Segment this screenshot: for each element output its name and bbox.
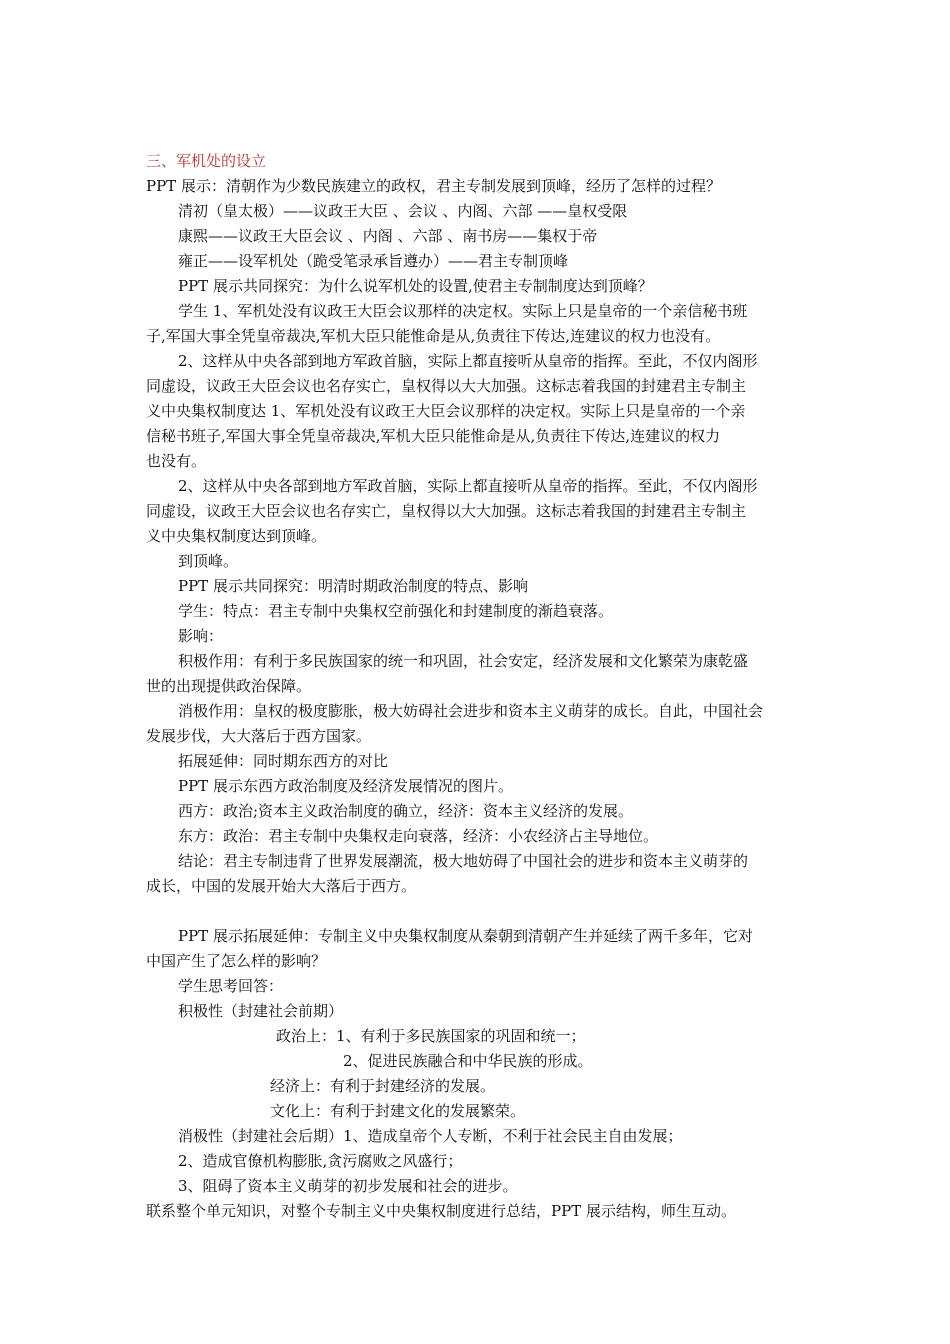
text-line: 联系整个单元知识，对整个专制主义中央集权制度进行总结，PPT 展示结构，师生互动。: [146, 1202, 736, 1220]
text-line: 西方：政治;资本主义政治制度的确立，经济：资本主义经济的发展。: [178, 802, 634, 820]
text-line: 信秘书班子,军国大事全凭皇帝裁决,军机大臣只能惟命是从,负责往下传达,连建议的权力: [146, 427, 721, 445]
text-line: 康熙——议政王大臣会议 、内阁 、六部 、南书房——集权于帝: [178, 227, 598, 245]
text-line: PPT 展示东西方政治制度及经济发展情况的图片。: [178, 777, 513, 795]
text-line: 学生 1、军机处没有议政王大臣会议那样的决定权。实际上只是皇帝的一个亲信秘书班: [178, 302, 748, 320]
text-line: 3、阻碍了资本主义萌芽的初步发展和社会的进步。: [178, 1177, 518, 1195]
text-line: 义中央集权制度达到顶峰。: [146, 527, 327, 545]
text-line: 拓展延伸：同时期东西方的对比: [178, 752, 389, 770]
text-line: 雍正——设军机处（跪受笔录承旨遵办）——君主专制顶峰: [178, 252, 569, 270]
text-line: 2、这样从中央各部到地方军政首脑，实际上都直接听从皇帝的指挥。至此，不仅内阁形: [178, 352, 758, 370]
text-line: 影响：: [178, 627, 224, 645]
text-line: 消极性（封建社会后期）1、造成皇帝个人专断，不利于社会民主自由发展；: [178, 1127, 683, 1145]
text-line: 2、造成官僚机构膨胀,贪污腐败之风盛行；: [178, 1152, 463, 1170]
text-line: 2、促进民族融合和中华民族的形成。: [343, 1052, 593, 1070]
text-line: 学生：特点：君主专制中央集权空前强化和封建制度的渐趋衰落。: [178, 602, 614, 620]
text-line: 义中央集权制度达 1、军机处没有议政王大臣会议那样的决定权。实际上只是皇帝的一个亲: [146, 402, 746, 420]
text-line: 消极作用：皇权的极度膨胀，极大妨碍社会进步和资本主义萌芽的成长。自此，中国社会: [178, 702, 764, 720]
text-line: 积极性（封建社会前期）: [178, 1002, 344, 1020]
text-line: 同虚设，议政王大臣会议也名存实亡，皇权得以大大加强。这标志着我国的封建君主专制主: [146, 377, 747, 395]
text-line: 积极作用：有利于多民族国家的统一和巩固，社会安定，经济发展和文化繁荣为康乾盛: [178, 652, 749, 670]
text-line: 东方：政治：君主专制中央集权走向衰落，经济：小农经济占主导地位。: [178, 827, 659, 845]
text-line: 经济上：有利于封建经济的发展。: [270, 1077, 496, 1095]
text-line: PPT 展示共同探究：为什么说军机处的设置,使君主专制制度达到顶峰？: [178, 277, 653, 295]
section-title: 三、军机处的设立: [146, 152, 267, 170]
text-line: 结论：君主专制违背了世界发展潮流，极大地妨碍了中国社会的进步和资本主义萌芽的: [178, 852, 749, 870]
text-line: 也没有。: [146, 452, 207, 470]
text-line: 政治上：1、有利于多民族国家的巩固和统一；: [276, 1027, 586, 1045]
text-line: 2、这样从中央各部到地方军政首脑，实际上都直接听从皇帝的指挥。至此，不仅内阁形: [178, 477, 758, 495]
text-line: 发展步伐，大大落后于西方国家。: [146, 727, 372, 745]
text-line: 到顶峰。: [178, 552, 239, 570]
text-line: 学生思考回答：: [178, 977, 284, 995]
text-line: 中国产生了怎么样的影响？: [146, 952, 327, 970]
text-line: 同虚设，议政王大臣会议也名存实亡，皇权得以大大加强。这标志着我国的封建君主专制主: [146, 502, 747, 520]
text-line: PPT 展示共同探究：明清时期政治制度的特点、影响: [178, 577, 528, 595]
text-line: 清初（皇太极）——议政王大臣 、会议 、内阁、六部 ——皇权受限: [178, 202, 628, 220]
text-line: 子,军国大事全凭皇帝裁决,军机大臣只能惟命是从,负责往下传达,连建议的权力也没有。: [146, 327, 721, 345]
text-line: PPT 展示拓展延伸：专制主义中央集权制度从秦朝到清朝产生并延续了两千多年，它对: [178, 927, 753, 945]
text-line: 成长，中国的发展开始大大落后于西方。: [146, 877, 417, 895]
text-line: 世的出现提供政治保障。: [146, 677, 312, 695]
text-line: 文化上：有利于封建文化的发展繁荣。: [270, 1102, 526, 1120]
text-line: PPT 展示：清朝作为少数民族建立的政权，君主专制发展到顶峰，经历了怎样的过程？: [146, 177, 721, 195]
